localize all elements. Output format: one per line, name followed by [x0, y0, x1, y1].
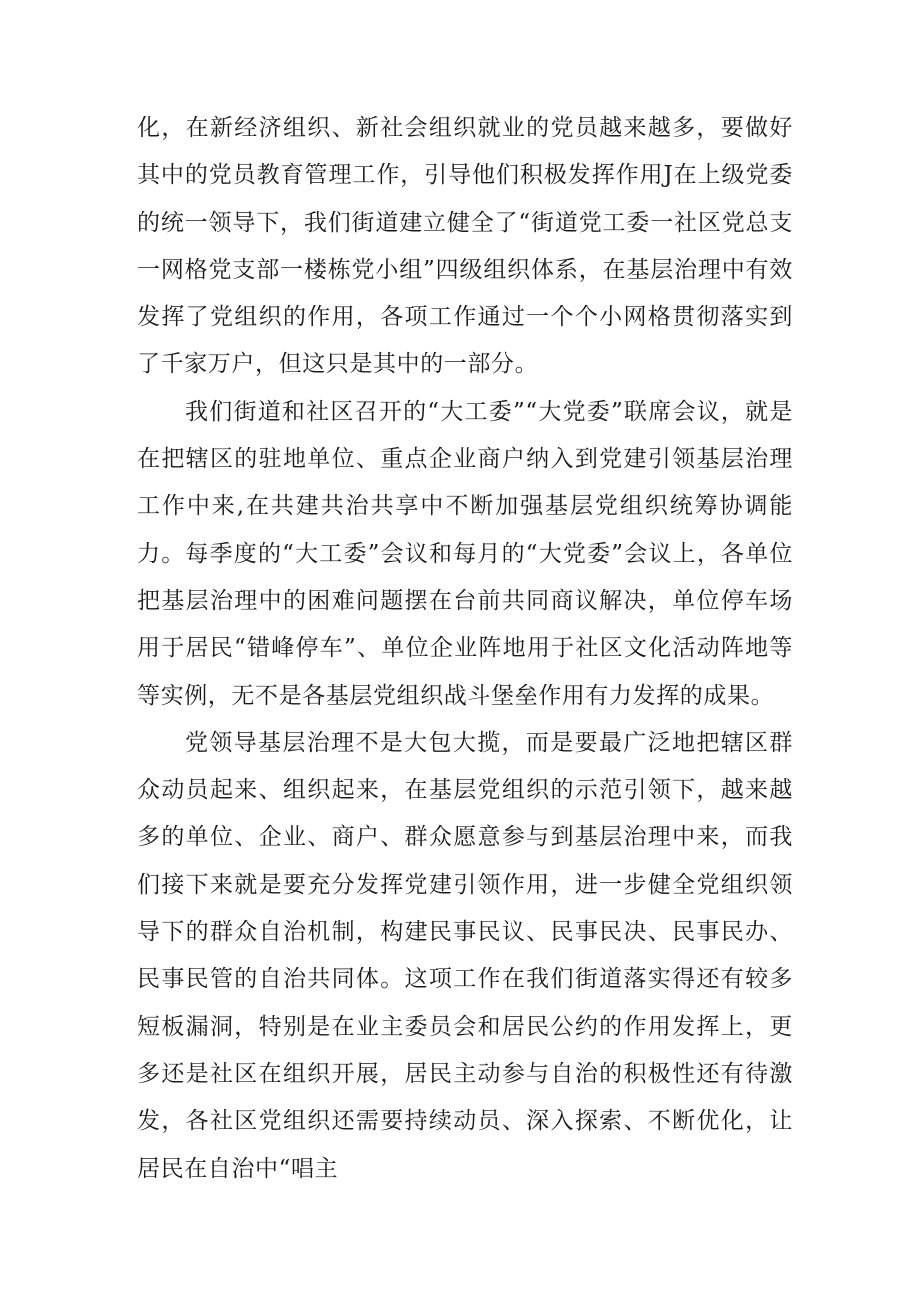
- paragraph-2: 我们街道和社区召开的“大工委”“大党委”联席会议，就是在把辖区的驻地单位、重点企业商户纳入到党建引领基层治理工作中来,在共建共治共享中不断加强基层党组织统筹协调能力。每季度的“大工委”会议和每月的“大党委”会议上，各单位把基层治理中的困难问题摆在台前共同商议解决，单位停车场用于居民“错峰停车”、单位企业阵地用于社区文化活动阵地等等实例，无不是各基层党组织战斗堡垒作用有力发挥的成果。: [137, 398, 793, 709]
- paragraph-3: 党领导基层治理不是大包大揽，而是要最广泛地把辖区群众动员起来、组织起来，在基层党组织的示范引领下，越来越多的单位、企业、商户、群众愿意参与到基层治理中来，而我们接下来就是要充分发挥党建引领作用，进一步健全党组织领导下的群众自治机制，构建民事民议、民事民决、民事民办、民事民管的自治共同体。这项工作在我们街道落实得还有较多短板漏洞，特别是在业主委员会和居民公约的作用发挥上，更多还是社区在组织开展，居民主动参与自治的积极性还有待激发，各社区党组织还需要持续动员、深入探索、不断优化，让居民在自治中“唱主: [137, 729, 793, 1182]
- paragraph-1: 化，在新经济组织、新社会组织就业的党员越来越多，要做好其中的党员教育管理工作，引导他们积极发挥作用J在上级党委的统一领导下，我们街道建立健全了“街道党工委一社区党总支一网格党支部一楼栋党小组”四级组织体系，在基层治理中有效发挥了党组织的作用，各项工作通过一个个小网格贯彻落实到了千家万户，但这只是其中的一部分。: [137, 115, 793, 378]
- document-body: [137, 105, 793, 1193]
